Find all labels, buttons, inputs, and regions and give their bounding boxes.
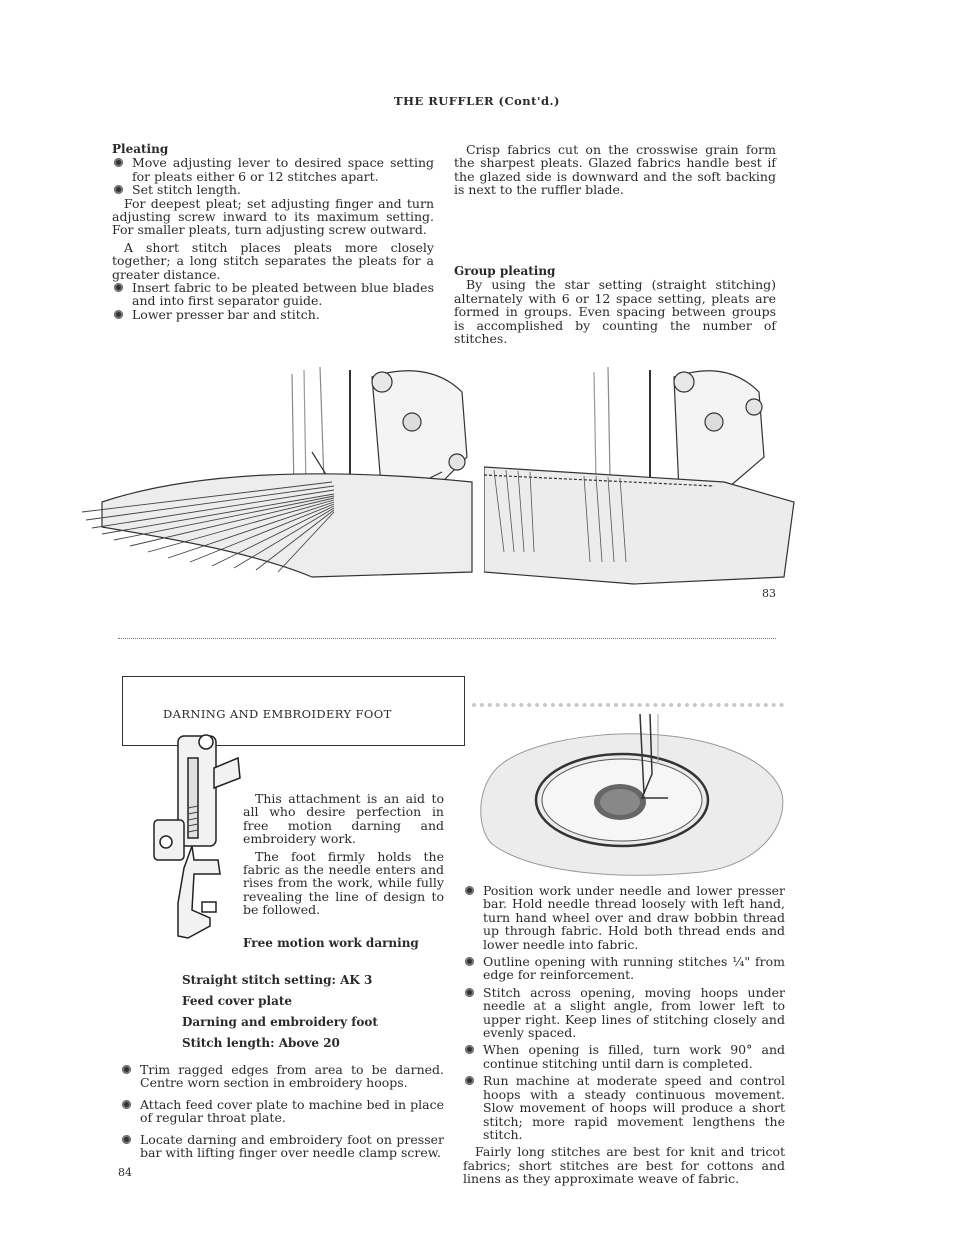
pleating-bullet: Insert fabric to be pleated between blue blades and into first separator guide. xyxy=(112,281,434,308)
page-number: 83 xyxy=(762,587,776,600)
darning-bullet: Locate darning and embroidery foot on presser bar with lifting finger over needle clamp screw. xyxy=(120,1133,444,1160)
page-divider xyxy=(118,638,776,639)
pleating-paragraph: For deepest pleat; set adjusting finger and turn adjusting screw inward to its maximum setting. For smaller pleats, turn adjusting screw outward. xyxy=(112,195,434,238)
free-motion-heading: Free motion work darning xyxy=(243,936,419,950)
darning-title: DARNING AND EMBROIDERY FOOT xyxy=(163,707,392,721)
pleating-heading: Pleating xyxy=(112,142,169,156)
intro-paragraph: The foot firmly holds the fabric as the needle enters and rises from the work, while fully revealing the line of design to be followed. xyxy=(243,848,444,918)
darning-bullet: When opening is filled, turn work 90° and continue stitching until darn is completed. xyxy=(463,1043,785,1070)
group-pleating-paragraph: By using the star setting (straight stitching) alternately with 6 or 12 space setting, pleats are formed in groups. Even spacing between groups is accomplished by counting the number of stitches. xyxy=(454,277,776,347)
darning-intro xyxy=(243,792,444,917)
intro-paragraph: This attachment is an aid to all who desire perfection in free motion darning and embroidery work. xyxy=(243,791,444,847)
darning-bullet: Stitch across opening, moving hoops under needle at a slight angle, from lower left to upper right. Keep lines of stitching closely and evenly spaced. xyxy=(463,986,785,1040)
spec-line: Feed cover plate xyxy=(182,994,293,1008)
spec-line: Straight stitch setting: AK 3 xyxy=(182,973,373,987)
group-pleating-illustration xyxy=(484,362,804,587)
group-pleating-section xyxy=(454,265,776,345)
pleating-bullet: Move adjusting lever to desired space setting for pleats either 6 or 12 stitches apart. xyxy=(112,156,434,183)
spec-line: Stitch length: Above 20 xyxy=(182,1036,340,1050)
page-title: THE RUFFLER (Cont'd.) xyxy=(394,94,560,108)
spec-line: Darning and embroidery foot xyxy=(182,1015,378,1029)
pleating-section xyxy=(112,143,434,321)
pleating-paragraph: A short stitch places pleats more closely together; a long stitch separates the pleats for a greater distance. xyxy=(112,239,434,282)
pleating-bullet: Lower presser bar and stitch. xyxy=(112,308,434,321)
darning-bullet: Position work under needle and lower presser bar. Hold needle thread loosely with left hand, turn hand wheel over and draw bobbin thread up through fabric. Hold both thread ends and lower needle into fabric. xyxy=(463,884,785,951)
darning-left-bullets xyxy=(120,1063,444,1159)
crisp-paragraph: Crisp fabrics cut on the crosswise grain form the sharpest pleats. Glazed fabrics handle best if the glazed side is downward and the soft backing is next to the ruffler blade. xyxy=(454,142,776,198)
darning-right-bullets xyxy=(463,884,785,1186)
darning-foot-illustration xyxy=(148,728,244,946)
group-pleating-heading: Group pleating xyxy=(454,264,556,278)
darning-bullet: Attach feed cover plate to machine bed in place of regular throat plate. xyxy=(120,1098,444,1125)
darning-bullet: Run machine at moderate speed and control hoops with a steady continuous movement. Slow movement of hoops will produce a short stitch; more rapid movement lengthens the stitch. xyxy=(463,1074,785,1141)
darning-bullet: Outline opening with running stitches ¼" from edge for reinforcement. xyxy=(463,955,785,982)
pleating-bullet: Set stitch length. xyxy=(112,183,434,196)
page-number: 84 xyxy=(118,1166,132,1179)
darning-specs xyxy=(182,970,378,1054)
embroidery-hoop-illustration xyxy=(472,714,786,876)
closing-paragraph: Fairly long stitches are best for knit and tricot fabrics; short stitches are best for cottons and linens as they approximate weave of fabric. xyxy=(463,1144,785,1187)
ruffler-pleating-illustration xyxy=(72,362,480,587)
crisp-fabrics-paragraph xyxy=(454,143,776,197)
dotted-strip xyxy=(472,703,784,711)
darning-bullet: Trim ragged edges from area to be darned. Centre worn section in embroidery hoops. xyxy=(120,1063,444,1090)
